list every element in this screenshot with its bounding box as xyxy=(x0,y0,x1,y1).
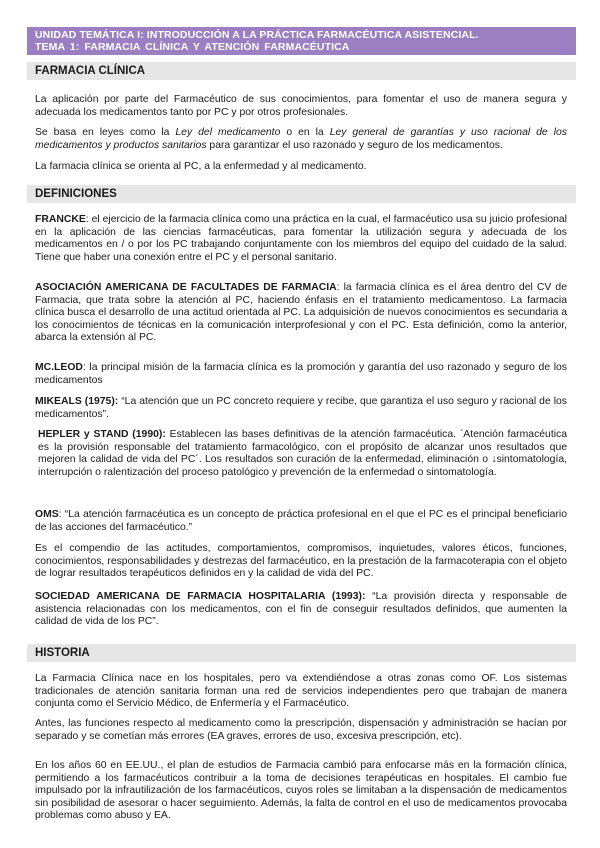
author-name: SOCIEDAD AMERICANA DE FARMACIA HOSPITALARIA (1993): xyxy=(35,591,366,602)
author-name: MC.LEOD xyxy=(35,362,83,373)
law-name: Ley del medicamento xyxy=(175,127,281,138)
paragraph: Antes, las funciones respecto al medicamento como la prescripción, dispensación y administración se hacían por separado y se cometían más errores (EA graves, errores de uso, excesiva prescripción, etc). xyxy=(35,718,567,742)
paragraph: La Farmacia Clínica nace en los hospitales, pero va extendiéndose a otras zonas como OF. Los sistemas tradicionales de atención sanitaria forman una red de servicios independientes pero que trabajan de manera conjunta como el Servicio Médico, de Enfermería y el Farmacéutico. xyxy=(35,673,567,710)
definition-mikeals: MIKEALS (1975): “La atención que un PC concreto requiere y recibe, que garantiza el uso seguro y racional de los medicamentos”. xyxy=(35,396,567,420)
unit-header xyxy=(27,27,576,55)
definition-francke: FRANCKE: el ejercicio de la farmacia clínica como una práctica en la cual, el farmacéutico usa su juicio profesional en la aplicación de las ciencias farmacéuticas, para fomentar la utilización segura y adecuada de los medicamentos en / o por los PC trabajando conjuntamente con los miembros del equipo del cuidado de la salud. Tiene que haber una conexión entre el PC y el personal sanitario. xyxy=(35,214,567,263)
author-name: ASOCIACIÓN AMERICANA DE FACULTADES DE FARMACIA xyxy=(35,282,337,293)
topic-title: TEMA 1: FARMACIA CLÍNICA Y ATENCIÓN FARMACÉUTICA xyxy=(35,41,350,53)
paragraph: Se basa en leyes como la Ley del medicamento o en la Ley general de garantías y uso racional de los medicamentos y productos sanitarios para garantizar el uso razonado y seguro de los medicamentos. xyxy=(35,127,567,151)
paragraph: En los años 60 en EE.UU., el plan de estudios de Farmacia cambió para enfocarse más en la formación clínica, permitiendo a los farmacéuticos contribuir a la toma de decisiones terapéuticas en hospitales. El cambio fue impulsado por la infrautilización de los farmacéuticos, cuyos roles se limitaban a la dispensación de medicamentos sin posibilidad de asesorar o hacer seguimiento. Además, la falta de control en el uso de medicamentos provocaba problemas como abuso y EA. xyxy=(35,760,567,822)
author-name: FRANCKE xyxy=(35,214,86,225)
section-heading-historia: HISTORIA xyxy=(27,644,576,662)
paragraph: La farmacia clínica se orienta al PC, a la enfermedad y al medicamento. xyxy=(35,161,367,172)
law-name: Ley general de garantías y uso racional de los medicamentos y productos sanitarios xyxy=(35,127,567,151)
paragraph: La aplicación por parte del Farmacéutico de sus conocimientos, para fomentar el uso de manera segura y adecuada los medicamentos tanto por PC y por otros profesionales. xyxy=(35,94,567,118)
paragraph: Es el compendio de las actitudes, comportamientos, compromisos, inquietudes, valores éticos, funciones, conocimientos, responsabilidades y destrezas del farmacéutico, en la prestación de la farmacoterapia con el objeto de lograr resultados terapéuticos definidos en y la calidad de vida del PC. xyxy=(35,543,567,580)
author-name: OMS xyxy=(35,509,59,520)
section-heading-definiciones: DEFINICIONES xyxy=(27,185,576,203)
definition-oms: OMS: “La atención farmacéutica es un concepto de práctica profesional en el que el PC es el principal beneficiario de las acciones del farmacéutico.” xyxy=(35,509,567,533)
author-name: MIKEALS (1975): xyxy=(35,396,119,407)
author-name: HEPLER y STAND (1990): xyxy=(38,429,166,440)
definition-sociedad: SOCIEDAD AMERICANA DE FARMACIA HOSPITALARIA (1993): “La provisión directa y responsable de asistencia relacionadas con los medicamentos, con el fin de conseguir resultados definidos, que aumenten la calidad de vida de los PC”. xyxy=(35,591,567,628)
definition-mcleod: MC.LEOD: la principal misión de la farmacia clínica es la promoción y garantía del uso razonado y seguro de los medicamentos xyxy=(35,362,567,386)
definition-asociacion: ASOCIACIÓN AMERICANA DE FACULTADES DE FARMACIA: la farmacia clínica es el área dentro del CV de Farmacia, que trata sobre la atención al PC, haciendo énfasis en el tratamiento medicamentoso. La farmacia clínica busca el desarrollo de una actitud orientada al PC. La adquisición de nuevos conocimientos es secundaria a los conocimientos de técnicas en la comunicación interprofesional y con el PC. Esta definición, como la anterior, abarca la extensión al PC. xyxy=(35,282,567,344)
unit-title: UNIDAD TEMÁTICA I: INTRODUCCIÓN A LA PRÁCTICA FARMACÉUTICA ASISTENCIAL. xyxy=(35,29,479,41)
definition-hepler: HEPLER y STAND (1990): Establecen las bases definitivas de la atención farmacéutica. `Atención farmacéutica es la provisión responsable del tratamiento farmacológico, con el propósito de alcanzar unos resultados que mejoren la calidad de vida del PC´. Los resultados son curación de la enfermedad, eliminación o ↓sintomatología, interrupción o ralentización del proceso patológico y prevención de la enfermedad o sintomatología. xyxy=(38,429,567,478)
section-heading-farmacia-clinica: FARMACIA CLÍNICA xyxy=(27,62,576,80)
